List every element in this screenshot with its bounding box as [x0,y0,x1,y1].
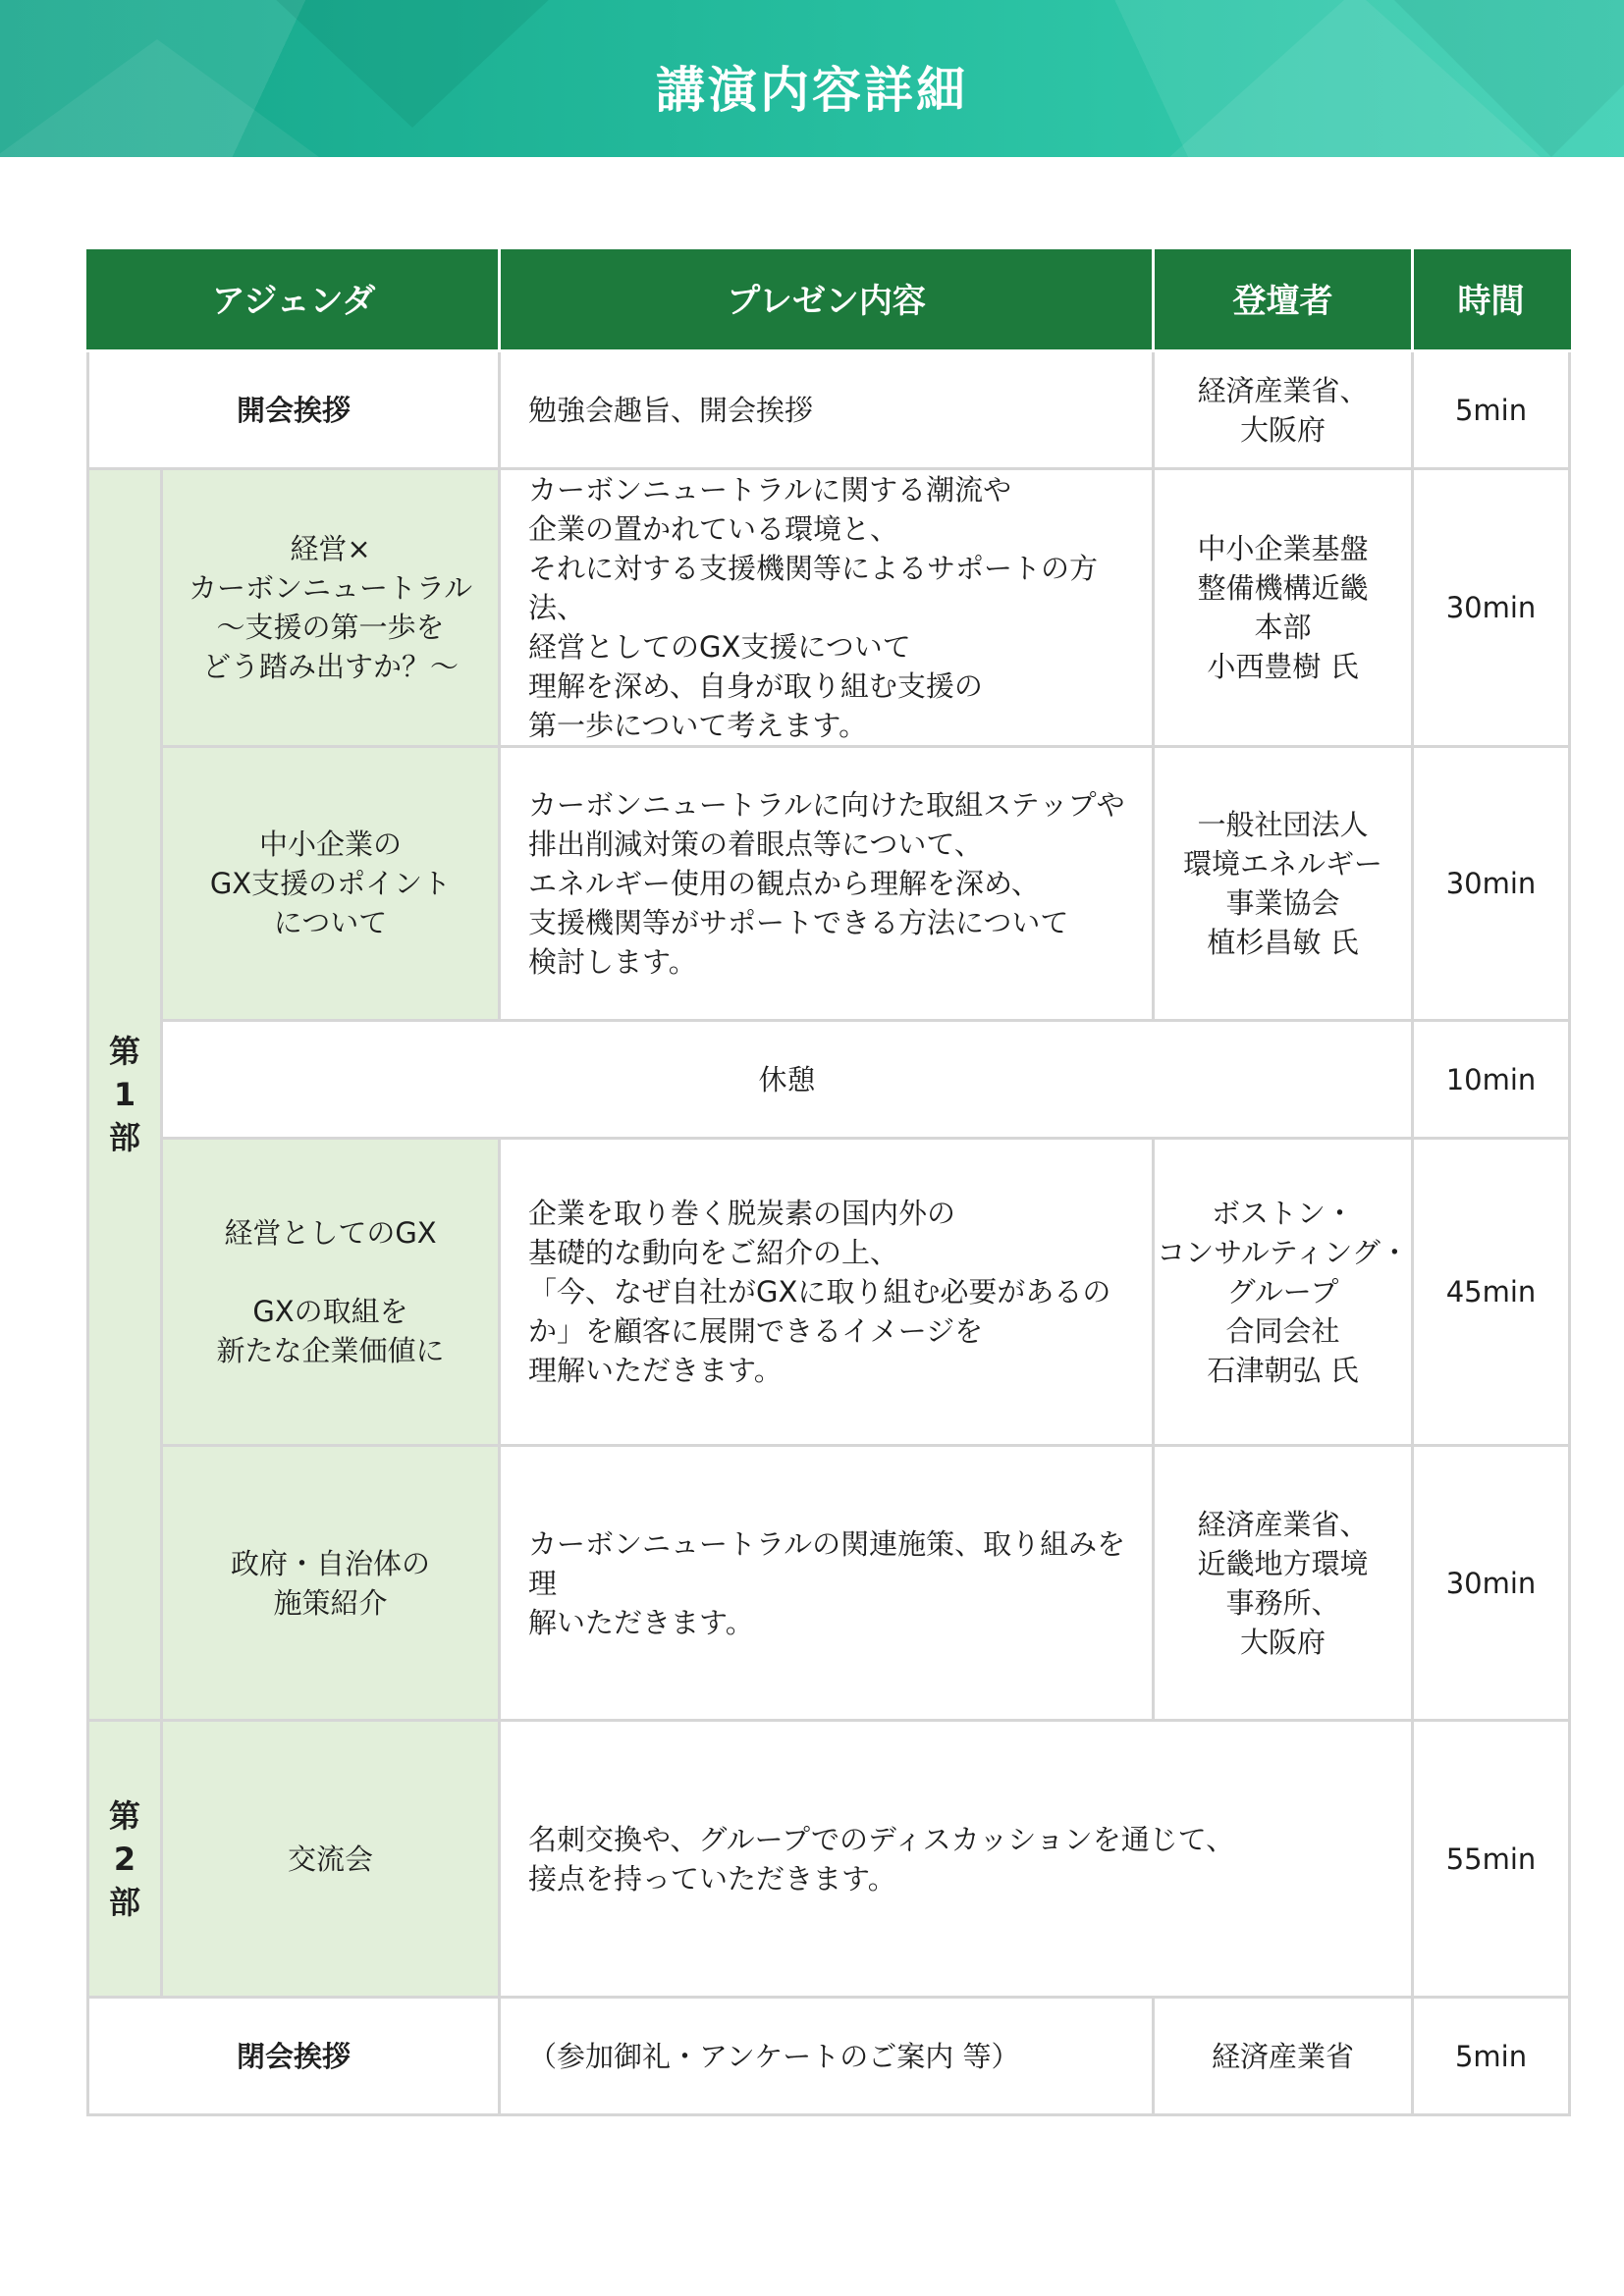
closing-agenda: 閉会挨拶 [88,1998,500,2115]
session-agenda: 経営としてのGX GXの取組を 新たな企業価値に [162,1139,500,1446]
title-banner [0,0,1624,157]
session-speaker: 一般社団法人 環境エネルギー 事業協会 植杉昌敏 氏 [1154,747,1413,1021]
part2-content: 名刺交換や、グループでのディスカッションを通じて、 接点を持っていただきます。 [500,1721,1413,1998]
header-content: プレゼン内容 [500,251,1154,351]
closing-time: 5min [1413,1998,1570,2115]
session-agenda: 中小企業の GX支援のポイント について [162,747,500,1021]
table-row-session [88,1139,1570,1446]
header-speaker: 登壇者 [1154,251,1413,351]
table-row-opening [88,351,1570,469]
table-row-session [88,469,1570,747]
header-agenda: アジェンダ [88,251,500,351]
opening-content: 勉強会趣旨、開会挨拶 [500,351,1154,469]
session-content: カーボンニュートラルの関連施策、取り組みを理 解いただきます。 [500,1446,1154,1721]
opening-speaker: 経済産業省、 大阪府 [1154,351,1413,469]
table-header-row [88,251,1570,351]
table-row-session [88,747,1570,1021]
part1-label: 第 1 部 [88,469,162,1721]
break-time: 10min [1413,1021,1570,1139]
session-time: 30min [1413,469,1570,747]
session-agenda: 経営× カーボンニュートラル ～支援の第一歩を どう踏み出すか？～ [162,469,500,747]
session-time: 45min [1413,1139,1570,1446]
break-label: 休憩 [162,1021,1413,1139]
table-row-session [88,1446,1570,1721]
page-title: 講演内容詳細 [656,62,968,119]
closing-speaker: 経済産業省 [1154,1998,1413,2115]
session-content: カーボンニュートラルに向けた取組ステップや 排出削減対策の着眼点等について、 エネルギー使用の観点から理解を深め、 支援機関等がサポートできる方法について 検討します。 [500,747,1154,1021]
table-row-closing [88,1998,1570,2115]
agenda-table [86,249,1571,2116]
session-speaker: 中小企業基盤 整備機構近畿 本部 小西豊樹 氏 [1154,469,1413,747]
opening-time: 5min [1413,351,1570,469]
opening-agenda: 開会挨拶 [88,351,500,469]
session-speaker: ボストン・ コンサルティング・ グループ 合同会社 石津朝弘 氏 [1154,1139,1413,1446]
part2-label: 第 2 部 [88,1721,162,1998]
table-row-break [88,1021,1570,1139]
session-speaker: 経済産業省、 近畿地方環境 事務所、 大阪府 [1154,1446,1413,1721]
table-row-part2 [88,1721,1570,1998]
part2-time: 55min [1413,1721,1570,1998]
session-time: 30min [1413,747,1570,1021]
session-time: 30min [1413,1446,1570,1721]
closing-content: （参加御礼・アンケートのご案内 等） [500,1998,1154,2115]
session-content: カーボンニュートラルに関する潮流や 企業の置かれている環境と、 それに対する支援機関等によるサポートの方法、 経営としてのGX支援について 理解を深め、自身が取り組む支援の 第一歩について考えます。 [500,469,1154,747]
session-agenda: 政府・自治体の 施策紹介 [162,1446,500,1721]
part2-agenda: 交流会 [162,1721,500,1998]
header-time: 時間 [1413,251,1570,351]
session-content: 企業を取り巻く脱炭素の国内外の 基礎的な動向をご紹介の上、 「今、なぜ自社がGXに取り組む必要があるの か」を顧客に展開できるイメージを 理解いただきます。 [500,1139,1154,1446]
